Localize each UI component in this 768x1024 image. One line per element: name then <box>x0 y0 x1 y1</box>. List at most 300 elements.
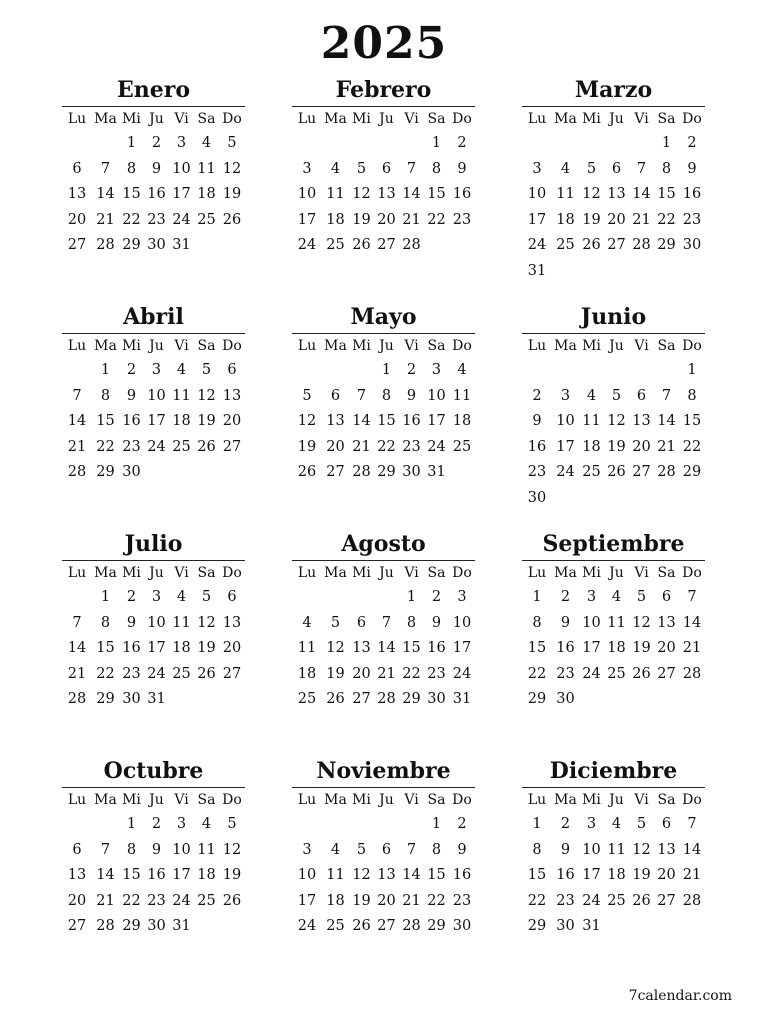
day-cell: 7 <box>661 387 672 404</box>
footer-site-link[interactable]: 7calendar.com <box>628 988 732 1004</box>
day-cell: 3 <box>431 362 442 378</box>
day-cell: 12 <box>607 413 626 430</box>
day-cell: 17 <box>297 211 317 228</box>
week-row <box>522 889 705 915</box>
weekday-header <box>62 788 245 812</box>
day-cell: 27 <box>67 237 87 254</box>
day-cell: 11 <box>172 614 191 631</box>
day-cell: 1 <box>431 816 442 832</box>
day-cell: 5 <box>611 387 622 404</box>
day-cell: 17 <box>147 640 166 657</box>
day-cell: 13 <box>377 186 396 203</box>
day-cell: 18 <box>197 186 216 203</box>
weekday-header <box>522 334 705 358</box>
day-cell: 26 <box>632 665 651 682</box>
day-cell: 12 <box>197 614 216 631</box>
day-cell: 10 <box>582 614 601 631</box>
weekday-label: Ma <box>324 111 347 127</box>
week-row <box>292 435 475 461</box>
day-cell: 24 <box>582 665 601 682</box>
day-cell: 8 <box>100 387 111 404</box>
weekday-label: Ma <box>554 792 577 808</box>
day-cell: 24 <box>172 892 191 909</box>
day-cell: 9 <box>126 387 137 404</box>
year-title: 2025 <box>320 18 448 69</box>
empty-day-cell <box>349 131 374 157</box>
day-cell: 23 <box>122 665 141 682</box>
day-cell: 7 <box>406 160 417 177</box>
day-cell: 11 <box>297 640 317 657</box>
day-cell: 15 <box>427 186 446 203</box>
day-cell: 3 <box>532 160 542 177</box>
day-cell: 26 <box>197 665 216 682</box>
day-cell: 8 <box>431 160 442 177</box>
day-cell: 17 <box>427 413 446 430</box>
day-cell: 13 <box>67 867 87 884</box>
day-cell: 20 <box>67 211 87 228</box>
weekday-header <box>292 107 475 131</box>
weekday-label: Do <box>452 565 472 581</box>
day-cell: 14 <box>352 413 371 430</box>
empty-day-cell <box>449 233 475 259</box>
day-cell: 13 <box>222 614 242 631</box>
weekday-label: Lu <box>527 111 547 127</box>
weekday-label: Mi <box>352 111 371 127</box>
day-cell: 20 <box>632 438 651 455</box>
day-cell: 4 <box>330 160 341 177</box>
weekday-label: Vi <box>634 111 649 127</box>
weekday-label: Lu <box>297 338 317 354</box>
day-cell: 1 <box>431 135 442 151</box>
day-cell: 21 <box>377 665 396 682</box>
day-cell: 11 <box>197 160 216 177</box>
day-cell: 8 <box>381 387 392 404</box>
day-cell: 16 <box>402 413 421 430</box>
empty-day-cell <box>169 460 194 486</box>
day-cell: 2 <box>687 135 697 151</box>
day-cell: 31 <box>452 691 472 708</box>
day-cell: 19 <box>326 665 345 682</box>
day-cell: 5 <box>201 362 212 378</box>
day-cell: 5 <box>586 160 597 177</box>
day-cell: 30 <box>427 691 446 708</box>
month-name: Junio <box>522 303 705 334</box>
day-cell: 25 <box>607 665 626 682</box>
day-cell: 24 <box>147 665 166 682</box>
day-cell: 25 <box>582 464 601 481</box>
day-cell: 1 <box>100 589 111 605</box>
day-cell: 6 <box>661 589 672 605</box>
day-cell: 31 <box>147 691 166 708</box>
day-cell: 13 <box>352 640 371 657</box>
day-cell: 2 <box>532 387 542 404</box>
empty-day-cell <box>552 131 579 157</box>
day-cell: 17 <box>452 640 472 657</box>
day-cell: 13 <box>222 387 242 404</box>
weekday-label: Mi <box>582 111 601 127</box>
day-cell: 20 <box>657 867 676 884</box>
day-cell: 24 <box>582 892 601 909</box>
day-cell: 27 <box>377 918 396 935</box>
week-row <box>292 131 475 157</box>
day-cell: 4 <box>176 362 187 378</box>
day-cell: 20 <box>377 211 396 228</box>
day-cell: 28 <box>632 237 651 254</box>
day-cell: 3 <box>176 135 187 151</box>
day-cell: 31 <box>427 464 446 481</box>
empty-day-cell <box>579 486 604 512</box>
empty-day-cell <box>374 585 399 611</box>
day-cell: 15 <box>377 413 396 430</box>
day-cell: 18 <box>607 640 626 657</box>
weekday-label: Ju <box>609 111 624 127</box>
empty-day-cell <box>629 259 654 285</box>
empty-day-cell <box>292 585 322 611</box>
day-cell: 4 <box>457 362 467 378</box>
day-cell: 4 <box>201 135 212 151</box>
day-cell: 6 <box>611 160 622 177</box>
day-cell: 16 <box>452 186 472 203</box>
day-cell: 17 <box>582 867 601 884</box>
day-cell: 20 <box>657 640 676 657</box>
day-cell: 28 <box>682 892 702 909</box>
weekday-label: Do <box>682 338 702 354</box>
day-cell: 6 <box>72 160 82 177</box>
weekday-label: Mi <box>122 338 141 354</box>
week-row <box>522 409 705 435</box>
day-cell: 7 <box>381 614 392 631</box>
months-grid <box>62 76 706 984</box>
week-row <box>522 838 705 864</box>
day-cell: 12 <box>582 186 601 203</box>
week-row <box>62 460 245 486</box>
weekday-label: Vi <box>174 338 189 354</box>
day-cell: 21 <box>632 211 651 228</box>
day-cell: 2 <box>457 816 467 832</box>
day-cell: 26 <box>222 211 242 228</box>
weekday-label: Vi <box>174 792 189 808</box>
day-cell: 29 <box>527 691 547 708</box>
day-cell: 6 <box>72 841 82 858</box>
week-row <box>292 611 475 637</box>
day-cell: 13 <box>632 413 651 430</box>
day-cell: 28 <box>682 665 702 682</box>
day-cell: 13 <box>67 186 87 203</box>
day-cell: 3 <box>151 362 162 378</box>
day-cell: 29 <box>96 464 115 481</box>
week-row <box>62 863 245 889</box>
weekday-header <box>522 788 705 812</box>
day-cell: 3 <box>151 589 162 605</box>
week-row <box>62 182 245 208</box>
day-cell: 21 <box>402 211 421 228</box>
weekday-label: Vi <box>404 111 419 127</box>
day-cell: 7 <box>356 387 367 404</box>
empty-day-cell <box>349 812 374 838</box>
month-block <box>522 76 705 303</box>
weekday-label: Do <box>222 338 242 354</box>
empty-day-cell <box>579 259 604 285</box>
day-cell: 14 <box>402 186 421 203</box>
day-cell: 10 <box>556 413 575 430</box>
weekday-label: Do <box>682 111 702 127</box>
empty-day-cell <box>169 687 194 713</box>
day-cell: 10 <box>582 841 601 858</box>
month-name: Octubre <box>62 757 245 788</box>
day-cell: 10 <box>172 160 191 177</box>
day-cell: 2 <box>151 135 162 151</box>
day-cell: 12 <box>222 160 242 177</box>
day-cell: 19 <box>632 867 651 884</box>
day-cell: 13 <box>377 867 396 884</box>
day-cell: 8 <box>532 841 542 858</box>
day-cell: 14 <box>682 614 702 631</box>
day-cell: 24 <box>172 211 191 228</box>
day-cell: 23 <box>122 438 141 455</box>
day-cell: 27 <box>326 464 345 481</box>
empty-day-cell <box>62 131 92 157</box>
week-row <box>292 358 475 384</box>
day-cell: 11 <box>556 186 575 203</box>
day-cell: 30 <box>402 464 421 481</box>
day-cell: 9 <box>560 614 571 631</box>
day-cell: 17 <box>172 867 191 884</box>
day-cell: 5 <box>302 387 312 404</box>
week-row <box>62 585 245 611</box>
week-row <box>292 636 475 662</box>
day-cell: 28 <box>96 237 115 254</box>
day-cell: 4 <box>560 160 571 177</box>
day-cell: 31 <box>582 918 601 935</box>
day-cell: 9 <box>151 160 162 177</box>
day-cell: 16 <box>427 640 446 657</box>
empty-day-cell <box>62 358 92 384</box>
day-cell: 23 <box>556 892 575 909</box>
day-cell: 21 <box>682 640 702 657</box>
day-cell: 31 <box>527 262 547 279</box>
week-row <box>522 384 705 410</box>
day-cell: 18 <box>172 413 191 430</box>
day-cell: 18 <box>297 665 317 682</box>
day-cell: 9 <box>406 387 417 404</box>
weekday-label: Ma <box>94 111 117 127</box>
empty-day-cell <box>629 914 654 940</box>
weekday-header <box>62 561 245 585</box>
weekday-label: Do <box>222 792 242 808</box>
month-name: Noviembre <box>292 757 475 788</box>
day-cell: 11 <box>607 614 626 631</box>
weekday-header <box>292 561 475 585</box>
day-cell: 25 <box>326 237 345 254</box>
day-cell: 12 <box>632 614 651 631</box>
weekday-label: Ju <box>149 338 164 354</box>
day-cell: 23 <box>452 892 472 909</box>
empty-day-cell <box>604 358 629 384</box>
day-cell: 2 <box>151 816 162 832</box>
day-cell: 27 <box>222 665 242 682</box>
day-cell: 27 <box>67 918 87 935</box>
day-cell: 21 <box>67 438 87 455</box>
empty-day-cell <box>654 358 679 384</box>
weekday-label: Mi <box>352 792 371 808</box>
day-cell: 9 <box>457 160 467 177</box>
day-cell: 16 <box>556 640 575 657</box>
day-cell: 23 <box>527 464 547 481</box>
empty-day-cell <box>219 460 245 486</box>
day-cell: 22 <box>427 211 446 228</box>
week-row <box>292 409 475 435</box>
day-cell: 27 <box>657 892 676 909</box>
week-row <box>292 889 475 915</box>
day-cell: 10 <box>172 841 191 858</box>
day-cell: 13 <box>607 186 626 203</box>
day-cell: 9 <box>560 841 571 858</box>
week-row <box>522 486 705 512</box>
day-cell: 8 <box>126 160 137 177</box>
weekday-label: Ju <box>609 792 624 808</box>
day-cell: 24 <box>427 438 446 455</box>
day-cell: 17 <box>297 892 317 909</box>
weekday-label: Vi <box>634 338 649 354</box>
empty-day-cell <box>292 131 322 157</box>
day-cell: 22 <box>527 892 547 909</box>
day-cell: 31 <box>172 237 191 254</box>
day-cell: 1 <box>126 135 137 151</box>
weekday-label: Ma <box>554 111 577 127</box>
weekday-label: Do <box>452 111 472 127</box>
day-cell: 6 <box>636 387 647 404</box>
weekday-header <box>292 334 475 358</box>
week-row <box>522 233 705 259</box>
day-cell: 14 <box>682 841 702 858</box>
weekday-label: Vi <box>404 338 419 354</box>
day-cell: 30 <box>122 464 141 481</box>
empty-day-cell <box>194 460 219 486</box>
day-cell: 28 <box>96 918 115 935</box>
day-cell: 18 <box>607 867 626 884</box>
day-cell: 14 <box>377 640 396 657</box>
day-cell: 14 <box>96 186 115 203</box>
day-cell: 19 <box>197 640 216 657</box>
day-cell: 10 <box>452 614 472 631</box>
weekday-label: Ma <box>94 338 117 354</box>
weekday-label: Mi <box>122 792 141 808</box>
day-cell: 27 <box>607 237 626 254</box>
day-cell: 1 <box>100 362 111 378</box>
day-cell: 24 <box>452 665 472 682</box>
day-cell: 6 <box>227 362 237 378</box>
empty-day-cell <box>629 486 654 512</box>
empty-day-cell <box>604 131 629 157</box>
day-cell: 30 <box>527 489 547 506</box>
day-cell: 21 <box>657 438 676 455</box>
day-cell: 22 <box>377 438 396 455</box>
day-cell: 19 <box>222 867 242 884</box>
day-cell: 18 <box>172 640 191 657</box>
month-name: Julio <box>62 530 245 561</box>
day-cell: 7 <box>100 160 111 177</box>
month-block <box>292 303 475 530</box>
day-cell: 29 <box>402 691 421 708</box>
month-name: Marzo <box>522 76 705 107</box>
week-row <box>292 585 475 611</box>
week-row <box>62 233 245 259</box>
weekday-label: Lu <box>67 111 87 127</box>
day-cell: 12 <box>326 640 345 657</box>
day-cell: 8 <box>661 160 672 177</box>
day-cell: 28 <box>377 691 396 708</box>
weekday-label: Ju <box>379 338 394 354</box>
day-cell: 9 <box>126 614 137 631</box>
day-cell: 28 <box>657 464 676 481</box>
empty-day-cell <box>292 812 322 838</box>
day-cell: 22 <box>122 211 141 228</box>
week-row <box>292 384 475 410</box>
day-cell: 3 <box>302 160 312 177</box>
day-cell: 11 <box>582 413 601 430</box>
day-cell: 29 <box>427 918 446 935</box>
day-cell: 9 <box>687 160 697 177</box>
weekday-label: Do <box>222 565 242 581</box>
day-cell: 10 <box>147 387 166 404</box>
day-cell: 21 <box>352 438 371 455</box>
day-cell: 3 <box>586 816 597 832</box>
month-block <box>292 757 475 984</box>
day-cell: 1 <box>381 362 392 378</box>
day-cell: 27 <box>657 665 676 682</box>
day-cell: 23 <box>682 211 702 228</box>
day-cell: 15 <box>657 186 676 203</box>
day-cell: 14 <box>402 867 421 884</box>
day-cell: 29 <box>377 464 396 481</box>
month-block <box>292 530 475 757</box>
day-cell: 14 <box>657 413 676 430</box>
day-cell: 14 <box>632 186 651 203</box>
day-cell: 22 <box>427 892 446 909</box>
day-cell: 25 <box>172 665 191 682</box>
month-block <box>62 303 245 530</box>
day-cell: 24 <box>297 237 317 254</box>
day-cell: 30 <box>556 918 575 935</box>
weekday-label: Lu <box>67 565 87 581</box>
day-cell: 18 <box>556 211 575 228</box>
day-cell: 13 <box>657 614 676 631</box>
weekday-label: Ju <box>379 792 394 808</box>
day-cell: 21 <box>682 867 702 884</box>
empty-day-cell <box>219 687 245 713</box>
day-cell: 6 <box>381 841 392 858</box>
day-cell: 4 <box>176 589 187 605</box>
day-cell: 26 <box>197 438 216 455</box>
weekday-label: Sa <box>427 565 446 581</box>
day-cell: 18 <box>452 413 472 430</box>
day-cell: 3 <box>560 387 571 404</box>
day-cell: 25 <box>452 438 472 455</box>
weekday-label: Sa <box>197 565 216 581</box>
day-cell: 11 <box>326 186 345 203</box>
day-cell: 30 <box>682 237 702 254</box>
day-cell: 11 <box>172 387 191 404</box>
weekday-label: Vi <box>634 565 649 581</box>
day-cell: 10 <box>297 186 317 203</box>
day-cell: 1 <box>406 589 417 605</box>
empty-day-cell <box>219 233 245 259</box>
day-cell: 26 <box>222 892 242 909</box>
month-block <box>522 757 705 984</box>
day-cell: 24 <box>556 464 575 481</box>
day-cell: 6 <box>661 816 672 832</box>
day-cell: 9 <box>532 413 542 430</box>
